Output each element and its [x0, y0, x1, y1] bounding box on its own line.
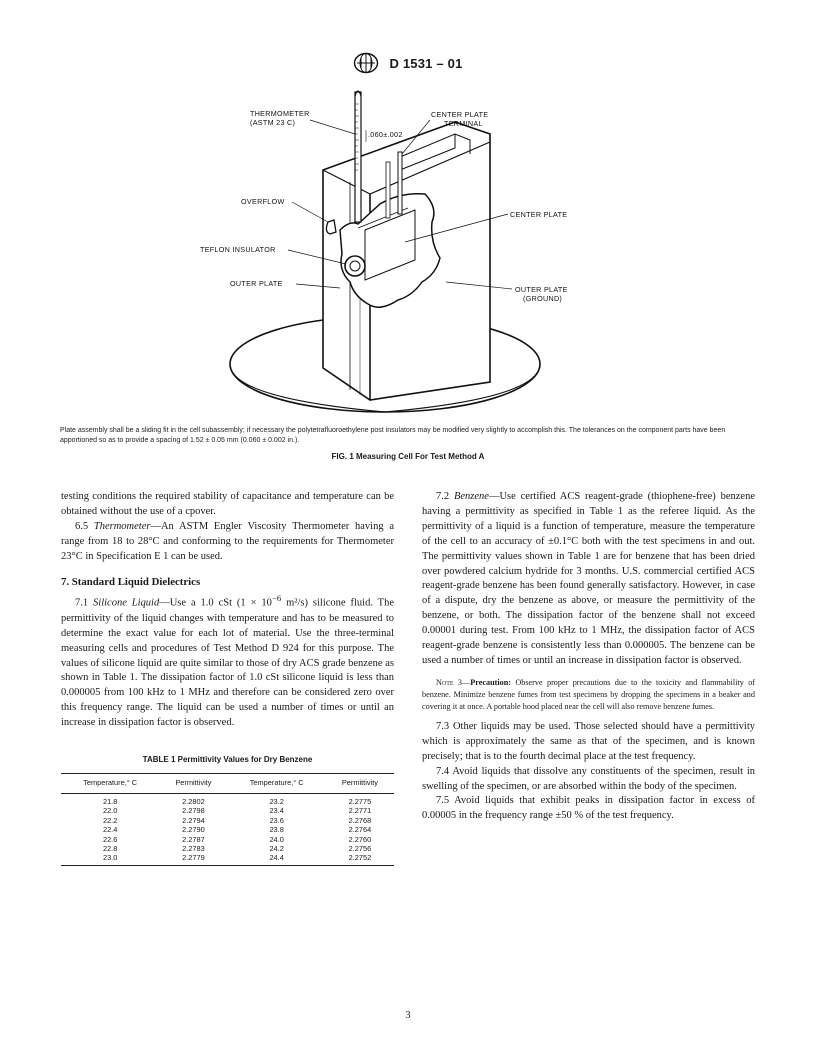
table-row: 22.2 2.2794 23.6 2.2768: [102, 815, 372, 825]
teflon-insulator: [345, 256, 365, 276]
label-outer-plate-ground-1: OUTER PLATE: [515, 285, 568, 294]
table-header-row: [61, 774, 394, 794]
label-thermometer-spec: (ASTM 23 C): [250, 118, 296, 127]
label-spacing: .060±.002: [368, 130, 403, 139]
paragraph-7-5: 7.5 Avoid liquids that exhibit peaks in dissipation factor in excess of 0.00005 in the frequency range ±50 % of the test frequency.: [422, 795, 755, 822]
label-center-plate: CENTER PLATE: [510, 210, 568, 219]
table-row: 22.4 2.2790 23.8 2.2764: [102, 825, 372, 835]
label-outer-plate-ground-2: (GROUND): [523, 294, 563, 303]
center-plate-terminal: [398, 152, 402, 214]
document-number: D 1531 – 01: [389, 55, 463, 71]
table-row: 21.8 2.2802 23.2 2.2775: [102, 796, 372, 806]
page-header: [0, 52, 816, 74]
left-column: [61, 490, 394, 866]
table-header-cell: Temperature,° C: [61, 774, 159, 794]
table-row: 22.0 2.2798 23.4 2.2771: [102, 806, 372, 816]
astm-logo-icon: [353, 52, 379, 74]
label-outer-plate: OUTER PLATE: [230, 279, 283, 288]
paragraph-7-2: 7.2 Benzene—Use certified ACS reagent-grade (thiophene-free) benzene having a permittivity as specified in Table 1 as the referee liquid. As the permittivity of a liquid is a function of temperature, measure the temperature of the cell to an accuracy of ±0.1°C both with the test specimens in and out. The permittivity values shown in Table 1 are for benzene that has been dried over powdered calcium hydride for 3 months. U.S. commercial certified ACS reagent-grade benzene has been found generally satisfactory. However, in case of a dispute, dry the benzene as above, or measure the permittivity of the benzene, or both. The dissipation factor of the benzene shall not exceed 0.00001 during test. From 100 kHz to 1 MHz, the dissipation factor of ACS reagent-grade benzene is consistently less than 0.000005. The benzene can be used a number of times or until an increase in dissipation factor is observed.: [422, 491, 756, 666]
table-header-cell: Temperature,° C: [227, 774, 325, 794]
measuring-cell-drawing: [200, 82, 640, 422]
label-teflon-insulator: TEFLON INSULATOR: [200, 245, 276, 254]
right-column: [422, 490, 755, 824]
paragraph-continued: testing conditions the required stability of capacitance and temperature can be obtained without the use of a cpover.: [61, 491, 394, 517]
table-header-cell: Permittivity: [326, 774, 394, 794]
table-1: [61, 753, 394, 866]
section-heading-7: 7. Standard Liquid Dielectrics: [61, 575, 201, 588]
paragraph-6-5: 6.5 Thermometer—An ASTM Engler Viscosity Thermometer having a range from 18 to 28°C and conforming to the requirements for Thermometer 23°C in Specification E 1 can be used.: [61, 520, 394, 562]
table-row: 22.8 2.2783 24.2 2.2756: [102, 843, 372, 853]
figure-caption: FIG. 1 Measuring Cell For Test Method A: [331, 452, 485, 461]
label-center-plate-terminal-1: CENTER PLATE: [431, 110, 489, 119]
term-silicone-liquid: Silicone Liquid: [93, 597, 160, 609]
table-header-cell: Permittivity: [159, 774, 227, 794]
table-row: 22.6 2.2787 24.0 2.2760: [102, 834, 372, 844]
note-3: Note 3—Precaution: Observe proper precautions due to the toxicity and flammability of benzene. Minimize benzene fumes from test specimens by dropping the specimens in a beaker and covering it at once. A portable hood placed near the cell will also remove benzene fumes.: [422, 677, 756, 711]
thermometer-stem: [355, 92, 361, 222]
term-benzene: Benzene: [453, 491, 489, 502]
label-overflow: OVERFLOW: [241, 197, 285, 206]
table-row: 23.0 2.2779 24.4 2.2752: [61, 853, 394, 865]
paragraph-7-1: 7.1 Silicone Liquid—Use a 1.0 cSt ($1 \times 10^{-6}$ m²/s) silicone fluid. The permittivity of the liquid changes with temperature and has to be measured to determine the exact value for each lot of material. Use the three-terminal measuring cells and procedures of Test Method D 924 for this purpose. The values of silicone liquid are quite similar to those of dry ACS grade benzene as shown in Table 1. The dissipation factor of 1.0 cSt silicone liquid is less than 0.000005 from 100 kHz to 1 MHz and therefore can be considered zero over this frequency range. The liquid can be used a number of times or until an increase in dissipation factor is observed.: [61, 593, 394, 729]
label-thermometer: THERMOMETER: [250, 109, 310, 118]
label-center-plate-terminal-2: TERMINAL: [444, 119, 483, 128]
permittivity-table: [61, 773, 394, 866]
paragraph-7-3: 7.3 Other liquids may be used. Those selected should have a permittivity which is approximately the same as that of the specimen, and is known precisely; that is to the fourth decimal place at the test frequency.: [422, 720, 755, 762]
term-thermometer: Thermometer: [93, 520, 151, 532]
measuring-cell-figure: [200, 82, 640, 422]
table-1-title: TABLE 1 Permittivity Values for Dry Benzene: [142, 755, 313, 765]
page-number: 3: [405, 1010, 411, 1021]
figure-note: Plate assembly shall be a sliding fit in the cell subassembly; if necessary the polytetrafluoroethylene post insulators may be modified very slightly to accomplish this. The tolerances on the component parts have been apportioned so as to provide a spacing of 1.52 ± 0.05 mm (0.060 ± 0.002 in.).: [60, 427, 726, 444]
paragraph-7-4: 7.4 Avoid liquids that dissolve any constituents of the specimen, result in swelling of the specimen, or are absorbed within the body of the specimen.: [422, 765, 755, 792]
